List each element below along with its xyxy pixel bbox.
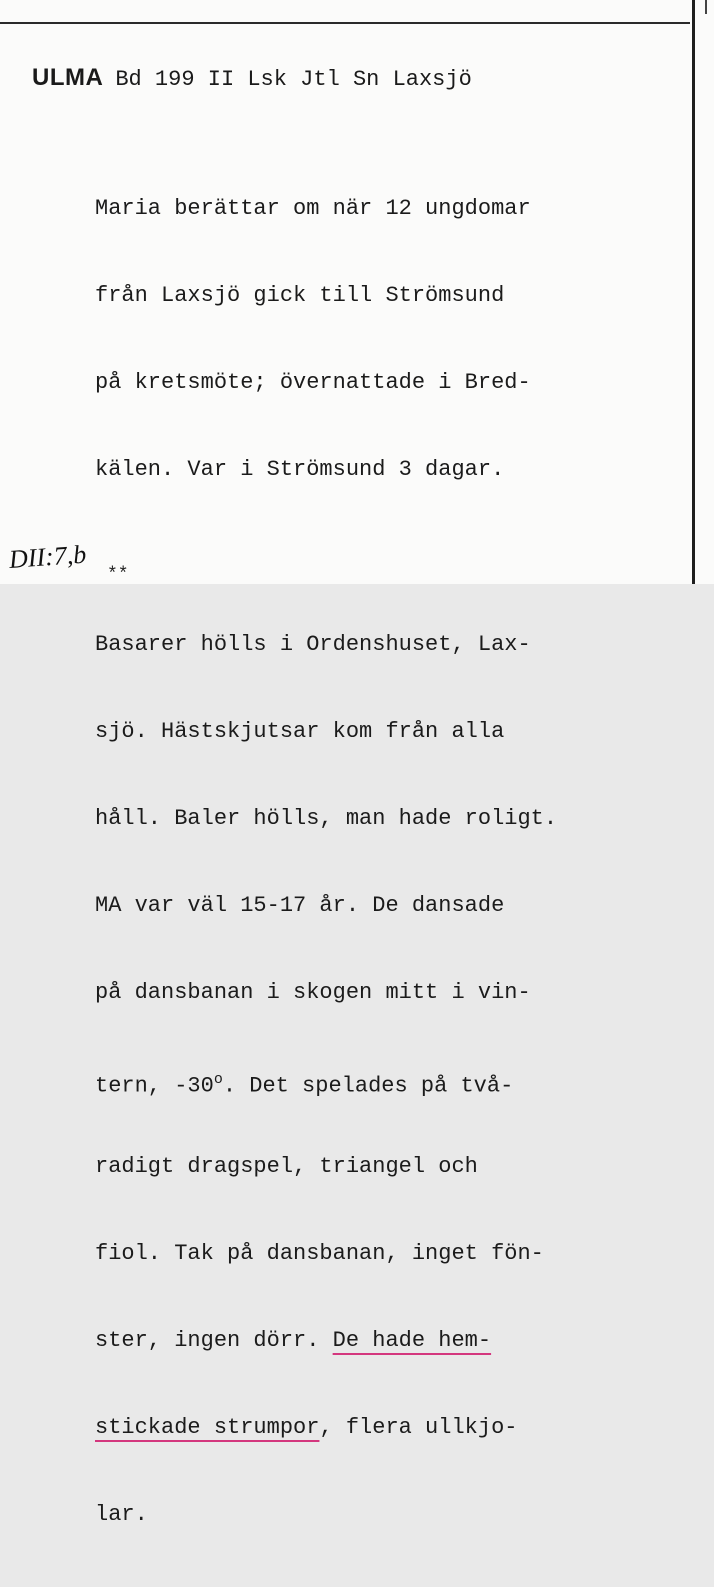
underlined-text: De hade hem- [332,1328,492,1353]
text-line: Maria berättar om när 12 ungdomar [95,196,531,221]
text-line: MA var väl 15-17 år. De dansade [95,893,505,918]
text-line: på dansbanan i skogen mitt i vin- [95,980,531,1005]
text-line: från Laxsjö gick till Strömsund [95,283,505,308]
text-line: håll. Baler hölls, man hade roligt. [95,806,558,831]
degree-line-before: tern, -30 [95,1073,214,1099]
text-line: sjö. Hästskjutsar kom från alla [95,719,505,744]
paragraph-gap [95,542,557,572]
text-line: kälen. Var i Strömsund 3 dagar. [95,457,505,482]
degree-sign: o [213,1071,223,1088]
card-header [32,64,472,92]
text-line: lar. [95,1502,148,1527]
plain-text: ster, ingen dörr. [95,1328,333,1353]
right-edge-line [692,0,695,584]
handwritten-margin-note: DII:7,b [8,539,88,574]
text-line: Basarer hölls i Ordenshuset, Lax- [95,632,531,657]
text-line-underlined [95,1413,557,1442]
footer-stars: ** [107,565,129,585]
text-line-degree [95,1065,557,1099]
underlined-text: stickade strumpor [95,1415,320,1440]
text-line: på kretsmöte; övernattade i Bred- [95,370,531,395]
text-line: radigt dragspel, triangel och [95,1154,478,1179]
archive-label: ULMA [32,64,104,91]
degree-line-after: . Det spelades på två- [222,1073,514,1099]
reference-line: Bd 199 II Lsk Jtl Sn Laxsjö [115,67,472,92]
card-body-text [95,136,557,1587]
text-line: fiol. Tak på dansbanan, inget fön- [95,1241,544,1266]
top-rule [0,22,690,24]
plain-text: , flera ullkjo- [319,1415,518,1440]
text-line-underlined [95,1326,557,1355]
right-tick-mark [705,0,707,14]
